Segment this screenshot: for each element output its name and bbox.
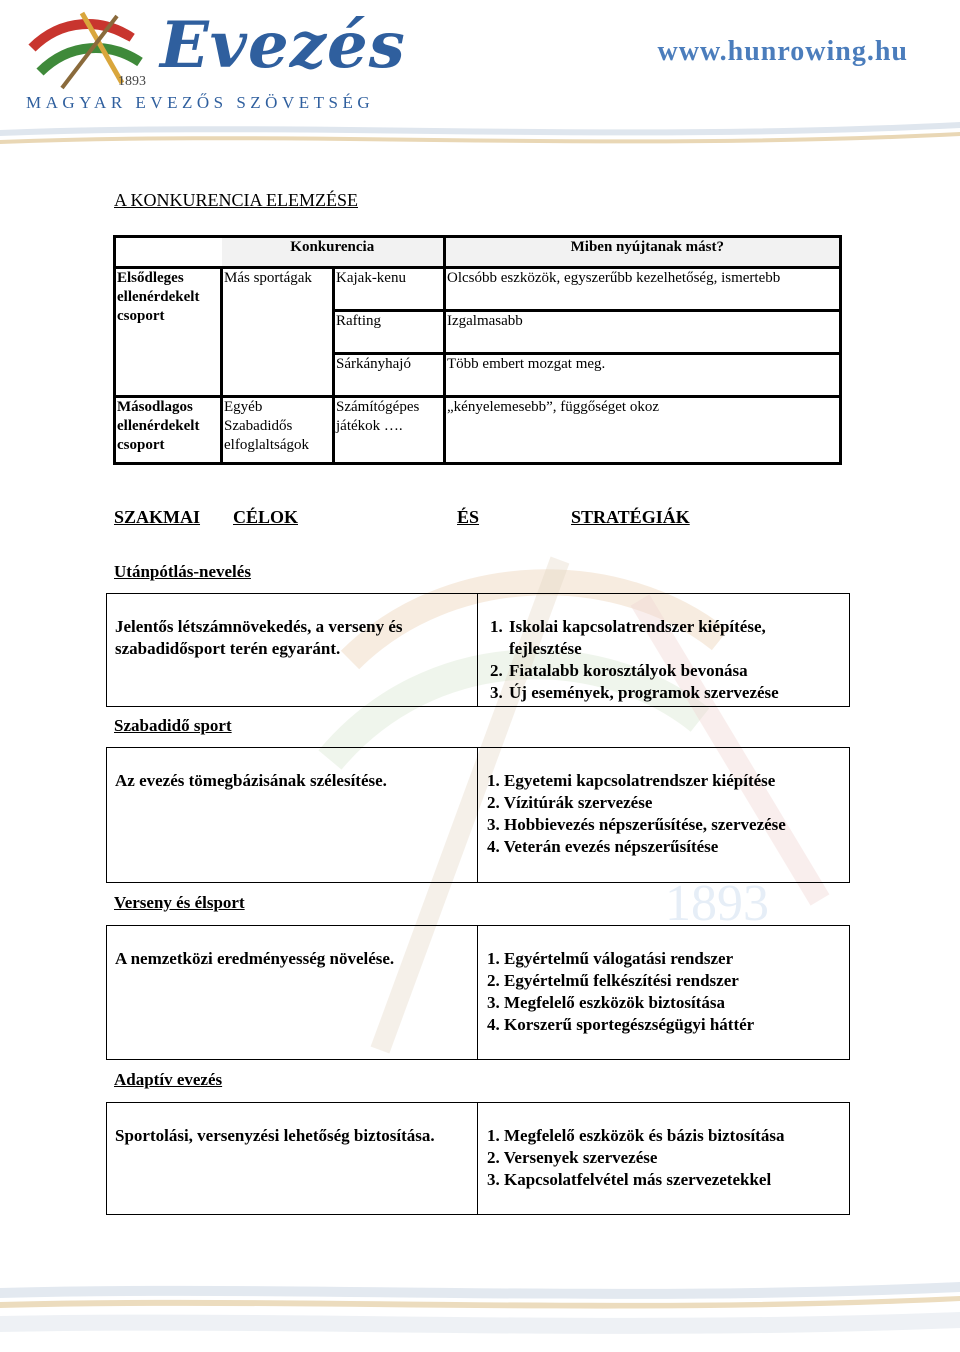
section-strategies xyxy=(487,770,842,858)
brand-org: MAGYAR EVEZŐS SZÖVETSÉG xyxy=(26,93,375,112)
strategy-item: 2. Versenyek szervezése xyxy=(487,1148,658,1167)
brand-title: Evezés xyxy=(160,8,406,83)
strategy-item: 3. Új események, programok szervezése xyxy=(507,682,834,704)
section-strategies xyxy=(479,616,834,704)
section-box-leisure xyxy=(106,747,850,883)
secondary-difference: „kényelemesebb”, függőséget okoz xyxy=(445,397,841,464)
strategy-item: 2. Fiatalabb korosztályok bevonása xyxy=(507,660,834,682)
page-header xyxy=(0,0,960,160)
primary-group-label: Elsődleges ellenérdekelt csoport xyxy=(115,268,222,397)
section-goal: A nemzetközi eredményesség növelése. xyxy=(115,949,395,968)
brand-year: 1893 xyxy=(118,74,146,89)
primary-category: Más sportágak xyxy=(222,268,334,397)
watermark-year: 1893 xyxy=(665,875,769,932)
section-goal: Az evezés tömegbázisának szélesítése. xyxy=(115,771,387,790)
competitor-difference: Izgalmasabb xyxy=(445,311,841,354)
competitor-item: Sárkányhajó xyxy=(334,354,445,397)
document-title: A KONKURENCIA ELEMZÉSE xyxy=(114,190,358,210)
goals-title-word-2: CÉLOK xyxy=(233,507,299,527)
section-box-adaptive xyxy=(106,1102,850,1215)
site-url[interactable]: www.hunrowing.hu xyxy=(657,36,908,67)
secondary-group-label: Másodlagos ellenérdekelt csoport xyxy=(115,397,222,464)
header-difference: Miben nyújtanak mást? xyxy=(445,237,841,268)
section-title-youth: Utánpótlás-nevelés xyxy=(114,562,251,581)
competitor-item: Kajak-kenu xyxy=(334,268,445,311)
strategy-item: 3. Kapcsolatfelvétel más szervezetekkel xyxy=(487,1170,772,1189)
strategy-item: 1. Iskolai kapcsolatrendszer kiépítése, fejlesztése xyxy=(507,616,809,660)
strategy-item: 4. Veterán evezés népszerűsítése xyxy=(487,837,719,856)
section-title-leisure: Szabadidő sport xyxy=(114,716,232,735)
strategy-item: 2. Vízitúrák szervezése xyxy=(487,793,653,812)
secondary-category: Egyéb Szabadidős elfoglaltságok xyxy=(222,397,334,464)
strategy-item: 2. Egyértelmű felkészítési rendszer xyxy=(487,971,739,990)
section-goal: Jelentős létszámnövekedés, a verseny és szabadidősport terén egyaránt. xyxy=(115,617,403,658)
goals-title-word-1: SZAKMAI xyxy=(114,507,201,527)
strategy-item: 4. Korszerű sportegészségügyi háttér xyxy=(487,1015,755,1034)
goals-title-word-3: ÉS xyxy=(457,507,480,527)
secondary-item: Számítógépes játékok …. xyxy=(334,397,445,464)
section-box-elite xyxy=(106,925,850,1060)
competitor-difference: Több embert mozgat meg. xyxy=(445,354,841,397)
header-konkurencia: Konkurencia xyxy=(222,237,445,268)
section-box-youth xyxy=(106,593,850,707)
competitor-difference: Olcsóbb eszközök, egyszerűbb kezelhetőség, ismertebb xyxy=(445,268,841,311)
strategy-item: 3. Hobbievezés népszerűsítése, szervezése xyxy=(487,815,786,834)
footer-wave-decoration xyxy=(0,1268,960,1352)
strategy-item: 1. Egyértelmű válogatási rendszer xyxy=(487,949,734,968)
goals-title-word-4: STRATÉGIÁK xyxy=(571,507,690,527)
section-title-adaptive: Adaptív evezés xyxy=(114,1070,223,1089)
section-strategies xyxy=(487,948,842,1036)
strategy-item: 1. Egyetemi kapcsolatrendszer kiépítése xyxy=(487,771,776,790)
competition-table xyxy=(113,235,842,465)
strategy-item: 3. Megfelelő eszközök biztosítása xyxy=(487,993,725,1012)
section-goal: Sportolási, versenyzési lehetőség biztosítása. xyxy=(115,1126,435,1145)
strategy-item: 1. Megfelelő eszközök és bázis biztosítása xyxy=(487,1126,785,1145)
header-wave-decoration xyxy=(0,110,960,155)
competitor-item: Rafting xyxy=(334,311,445,354)
section-strategies xyxy=(487,1125,842,1191)
section-title-elite: Verseny és élsport xyxy=(114,893,245,912)
